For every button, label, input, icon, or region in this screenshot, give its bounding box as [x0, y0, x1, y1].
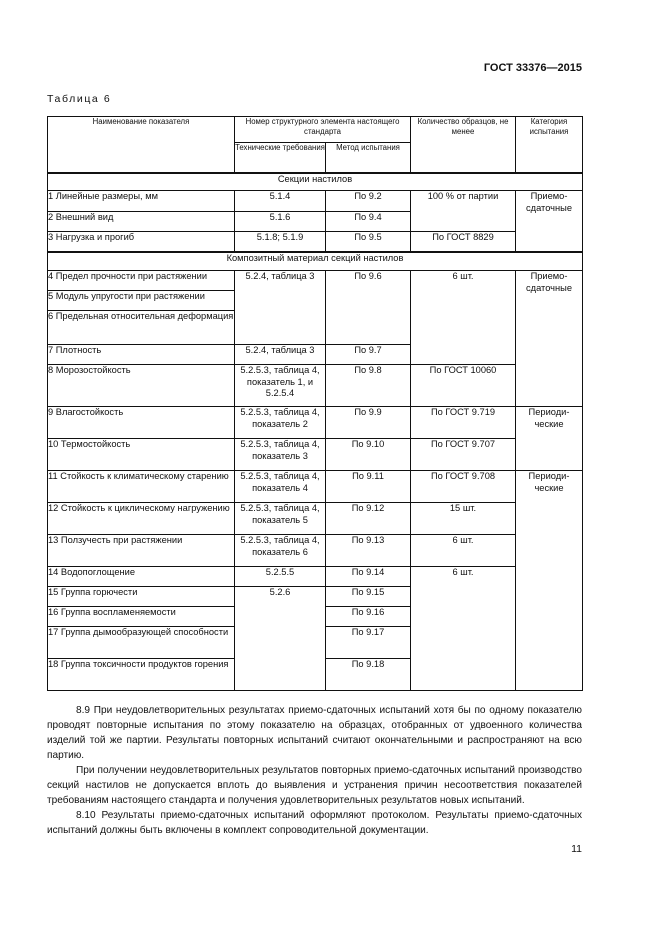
- row-name: 4 Предел прочности при растяжении: [48, 271, 235, 291]
- row-category: Приемо-сдаточные: [516, 191, 583, 252]
- table-row: [48, 407, 583, 439]
- row-method: По 9.11: [326, 471, 411, 503]
- header-structural: Номер структурного элемента настоящего стандарта: [235, 117, 411, 143]
- row-tech: 5.1.8; 5.1.9: [235, 232, 326, 252]
- row-tech: 5.2.5.3, таблица 4, показатель 6: [235, 535, 326, 567]
- row-name: 14 Водопоглощение: [48, 567, 235, 587]
- header-qty: Количество образцов, не менее: [411, 117, 516, 173]
- table-row: [48, 567, 583, 587]
- paragraph: 8.10 Результаты приемо-сдаточных испытаний оформляют протоколом. Результаты приемо-сдаточных испытаний должны быть включены в комплект сопроводительной документации.: [47, 810, 582, 836]
- page-number: 11: [571, 843, 582, 855]
- row-name: 17 Группа дымообразующей способности: [48, 627, 235, 659]
- row-name: 15 Группа горючести: [48, 587, 235, 607]
- row-name: 7 Плотность: [48, 345, 235, 365]
- row-qty: 6 шт.: [411, 271, 516, 365]
- header-category: Категория испытания: [516, 117, 583, 173]
- row-tech: 5.1.6: [235, 212, 326, 232]
- row-tech: 5.2.5.3, таблица 4, показатель 5: [235, 503, 326, 535]
- row-method: По 9.16: [326, 607, 411, 627]
- row-name: 3 Нагрузка и прогиб: [48, 232, 235, 252]
- section-title: Секции настилов: [48, 173, 583, 191]
- row-name: 1 Линейные размеры, мм: [48, 191, 235, 212]
- row-category: Периоди-ческие: [516, 471, 583, 691]
- paragraph: При получении неудовлетворительных результатов повторных приемо-сдаточных испытаний производство секций настилов не допускается вплоть до выявления и устранения причин несоответствия показателей требованиям настоящего стандарта и получения удовлетворительных результатов новых испытаний.: [47, 765, 582, 806]
- table-row: [48, 535, 583, 567]
- table-row: [48, 271, 583, 291]
- row-name: 6 Предельная относительная деформация: [48, 311, 235, 345]
- row-qty: По ГОСТ 9.719: [411, 407, 516, 439]
- row-method: По 9.14: [326, 567, 411, 587]
- row-qty: По ГОСТ 9.708: [411, 471, 516, 503]
- row-qty: 15 шт.: [411, 503, 516, 535]
- row-qty: 100 % от партии: [411, 191, 516, 232]
- row-name: 5 Модуль упругости при растяжении: [48, 291, 235, 311]
- row-tech: 5.2.4, таблица 3: [235, 345, 326, 365]
- table-caption: Таблица 6: [47, 93, 112, 105]
- row-name: 18 Группа токсичности продуктов горения: [48, 659, 235, 691]
- document-code: ГОСТ 33376—2015: [483, 62, 582, 74]
- table-row: [48, 439, 583, 471]
- row-method: По 9.15: [326, 587, 411, 607]
- row-name: 11 Стойкость к климатическому старению: [48, 471, 235, 503]
- row-name: 8 Морозостойкость: [48, 365, 235, 407]
- header-name: Наименование показателя: [48, 117, 235, 173]
- row-qty: По ГОСТ 9.707: [411, 439, 516, 471]
- row-method: По 9.7: [326, 345, 411, 365]
- row-tech: 5.2.5.3, таблица 4, показатель 2: [235, 407, 326, 439]
- table-row: [48, 191, 583, 212]
- row-method: По 9.18: [326, 659, 411, 691]
- body-text: [47, 703, 582, 838]
- row-category: Приемо-сдаточные: [516, 271, 583, 407]
- row-method: По 9.8: [326, 365, 411, 407]
- table-row: [48, 365, 583, 407]
- row-method: По 9.9: [326, 407, 411, 439]
- row-method: По 9.6: [326, 271, 411, 345]
- row-method: По 9.13: [326, 535, 411, 567]
- header-method: Метод испытания: [326, 143, 411, 173]
- row-tech: 5.2.5.3, таблица 4, показатель 4: [235, 471, 326, 503]
- row-method: По 9.17: [326, 627, 411, 659]
- table-row: [48, 503, 583, 535]
- row-tech: 5.1.4: [235, 191, 326, 212]
- row-name: 12 Стойкость к циклическому нагружению: [48, 503, 235, 535]
- row-method: По 9.12: [326, 503, 411, 535]
- row-qty: По ГОСТ 10060: [411, 365, 516, 407]
- row-name: 2 Внешний вид: [48, 212, 235, 232]
- row-tech: 5.2.5.3, таблица 4, показатель 1, и 5.2.5.4: [235, 365, 326, 407]
- paragraph: 8.9 При неудовлетворительных результатах приемо-сдаточных испытаний хотя бы по одному показателю проводят повторные испытания по этому показателю на образцах, отобранных от удвоенного количества изделий той же партии. Результаты повторных испытаний считают окончательными и распространяют на всю партию.: [47, 705, 582, 761]
- table-row: [48, 232, 583, 252]
- row-qty: 6 шт.: [411, 567, 516, 691]
- section-title: Композитный материал секций настилов: [48, 252, 583, 271]
- row-name: 9 Влагостойкость: [48, 407, 235, 439]
- row-qty: 6 шт.: [411, 535, 516, 567]
- test-table: [47, 116, 583, 691]
- row-method: По 9.4: [326, 212, 411, 232]
- row-name: 10 Термостойкость: [48, 439, 235, 471]
- row-tech: 5.2.4, таблица 3: [235, 271, 326, 345]
- row-method: По 9.10: [326, 439, 411, 471]
- table-row: [48, 471, 583, 503]
- row-category: Периоди-ческие: [516, 407, 583, 471]
- row-qty: По ГОСТ 8829: [411, 232, 516, 252]
- row-tech: 5.2.5.3, таблица 4, показатель 3: [235, 439, 326, 471]
- header-tech: Технические требования: [235, 143, 326, 173]
- row-tech: 5.2.6: [235, 587, 326, 691]
- row-name: 16 Группа воспламеняемости: [48, 607, 235, 627]
- row-tech: 5.2.5.5: [235, 567, 326, 587]
- row-name: 13 Ползучесть при растяжении: [48, 535, 235, 567]
- row-method: По 9.5: [326, 232, 411, 252]
- row-method: По 9.2: [326, 191, 411, 212]
